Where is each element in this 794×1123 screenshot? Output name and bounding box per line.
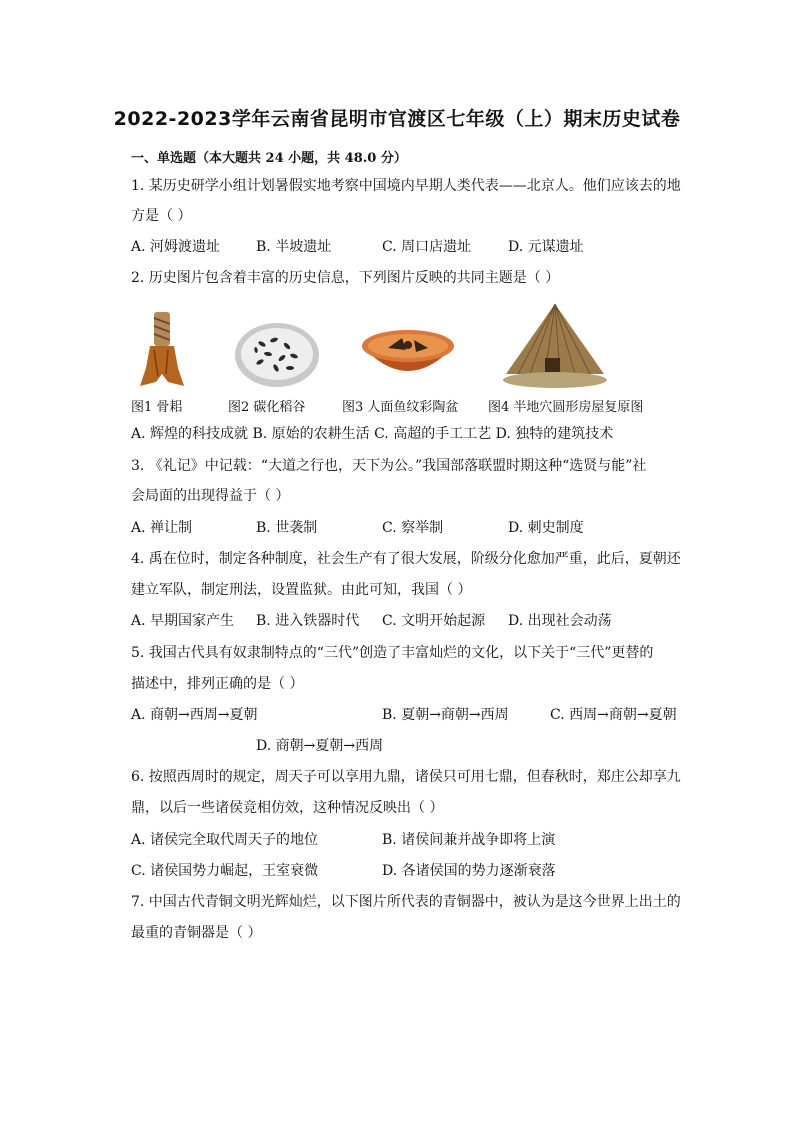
question-4-option-d: D. 出现社会动荡 xyxy=(508,613,612,629)
question-2-options: A. 辉煌的科技成就 B. 原始的农耕生活 C. 高超的手工工艺 D. 独特的建筑技术 xyxy=(131,426,614,442)
question-4-option-b: B. 进入铁器时代 xyxy=(256,613,360,629)
question-6-option-a: A. 诸侯完全取代周天子的地位 xyxy=(131,832,319,848)
figure-4-caption: 图4 半地穴圆形房屋复原图 xyxy=(488,400,644,415)
question-4-line-1: 4. 禹在位时，制定各种制度，社会生产有了很大发展，阶级分化愈加严重，此后，夏朝还 xyxy=(131,551,681,567)
question-5-option-b: B. 夏朝→商朝→西周 xyxy=(382,707,509,723)
question-6-line-2: 鼎，以后一些诸侯竞相仿效，这种情况反映出（ ） xyxy=(131,800,444,816)
page-title: 2022-2023学年云南省昆明市官渡区七年级（上）期末历史试卷 xyxy=(113,108,681,130)
question-5-option-c: C. 西周→商朝→夏朝 xyxy=(550,707,677,723)
question-3-line-1: 3. 《礼记》中记载：“大道之行也，天下为公。”我国部落联盟时期这种“选贤与能”社 xyxy=(131,458,647,474)
carbonized-rice-image xyxy=(232,320,322,390)
question-1-line-1: 1. 某历史研学小组计划暑假实地考察中国境内早期人类代表——北京人。他们应该去的地 xyxy=(131,178,681,194)
question-6-line-1: 6. 按照西周时的规定，周天子可以享用九鼎，诸侯只可用七鼎，但春秋时，郑庄公却享九 xyxy=(131,769,681,785)
section-heading: 一、单选题（本大题共 24 小题，共 48.0 分） xyxy=(131,151,407,166)
question-7-line-1: 7. 中国古代青铜文明光辉灿烂，以下图片所代表的青铜器中，被认为是这今世界上出土的 xyxy=(131,894,681,910)
question-4-option-c: C. 文明开始起源 xyxy=(382,613,486,629)
question-5-option-d: D. 商朝→夏朝→西周 xyxy=(256,738,384,754)
question-3-option-a: A. 禅让制 xyxy=(131,520,193,536)
figure-3-caption: 图3 人面鱼纹彩陶盆 xyxy=(342,400,459,415)
question-7-line-2: 最重的青铜器是（ ） xyxy=(131,925,262,941)
painted-pottery-basin-image xyxy=(358,326,458,388)
question-3-line-2: 会局面的出现得益于（ ） xyxy=(131,488,290,504)
question-4-option-a: A. 早期国家产生 xyxy=(131,613,235,629)
question-1-option-d: D. 元谋遗址 xyxy=(508,239,584,255)
question-6-option-d: D. 各诸侯国的势力逐渐衰落 xyxy=(382,863,556,879)
question-5-line-2: 描述中，排列正确的是（ ） xyxy=(131,676,304,692)
question-1-option-a: A. 河姆渡遗址 xyxy=(131,239,221,255)
question-2-line-1: 2. 历史图片包含着丰富的历史信息，下列图片反映的共同主题是（ ） xyxy=(131,270,560,286)
question-5-line-1: 5. 我国古代具有奴隶制特点的“三代”创造了丰富灿烂的文化，以下关于“三代”更替的 xyxy=(131,645,654,661)
question-6-option-c: C. 诸侯国势力崛起，王室衰微 xyxy=(131,863,319,879)
question-6-option-b: B. 诸侯间兼并战争即将上演 xyxy=(382,832,556,848)
round-house-image xyxy=(500,302,610,390)
figure-2-caption: 图2 碳化稻谷 xyxy=(228,400,306,415)
question-3-option-c: C. 察举制 xyxy=(382,520,444,536)
question-5-option-a: A. 商朝→西周→夏朝 xyxy=(131,707,258,723)
question-1-line-2: 方是（ ） xyxy=(131,208,192,224)
figure-1-caption: 图1 骨耜 xyxy=(131,400,183,415)
question-3-option-d: D. 刺史制度 xyxy=(508,520,584,536)
question-1-option-c: C. 周口店遗址 xyxy=(382,239,472,255)
bone-spade-image xyxy=(134,310,190,390)
question-4-line-2: 建立军队，制定刑法，设置监狱。由此可知，我国（ ） xyxy=(131,582,472,598)
question-1-option-b: B. 半坡遗址 xyxy=(256,239,332,255)
question-3-option-b: B. 世袭制 xyxy=(256,520,318,536)
